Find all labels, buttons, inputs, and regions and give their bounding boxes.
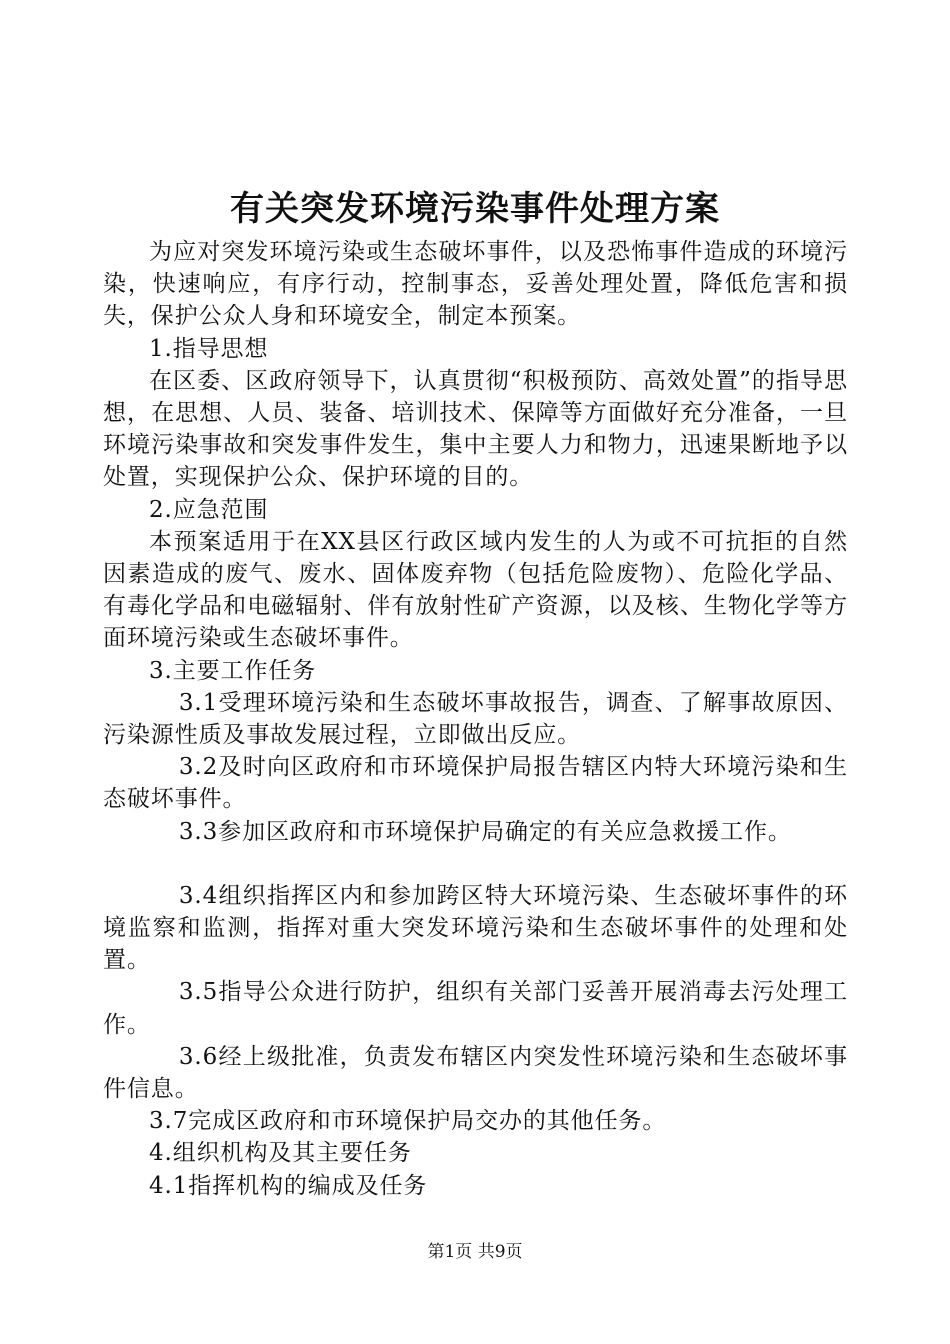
- task-item: 3.4组织指挥区内和参加跨区特大环境污染、生态破坏事件的环境监察和监测，指挥对重大突发环境污染和生态破坏事件的处理和处置。: [103, 882, 848, 974]
- heading-main-tasks: 3.主要工作任务: [149, 657, 317, 684]
- page-number-footer: 第1页 共9页: [427, 1242, 523, 1262]
- task-item: 3.3参加区政府和市环境保护局确定的有关应急救援工作。: [178, 818, 792, 845]
- task-item: 3.6经上级批准，负责发布辖区内突发性环境污染和生态破坏事件信息。: [103, 1043, 848, 1103]
- task-item: 3.1受理环境污染和生态破坏事故报告，调查、了解事故原因、污染源性质及事故发展过程，立即做出反应。: [103, 689, 848, 749]
- heading-emergency-scope: 2.应急范围: [149, 496, 269, 523]
- heading-organization: 4.组织机构及其主要任务: [149, 1140, 412, 1167]
- paragraph-guiding-ideology: 在区委、区政府领导下，认真贯彻“积极预防、高效处置”的指导思想，在思想、人员、装备、培训技术、保障等方面做好充分准备，一旦环境污染事故和突发事件发生，集中主要人力和物力，迅速果断地予以处置，实现保护公众、保护环境的目的。: [103, 367, 848, 491]
- task-item: 3.2及时向区政府和市环境保护局报告辖区内特大环境污染和生态破坏事件。: [103, 754, 848, 813]
- document-body: [103, 236, 848, 1202]
- heading-guiding-ideology: 1.指导思想: [149, 335, 269, 362]
- blank-line: [103, 848, 848, 880]
- task-item: 3.5指导公众进行防护，组织有关部门妥善开展消毒去污处理工作。: [103, 979, 848, 1038]
- heading-command-structure: 4.1指挥机构的编成及任务: [149, 1172, 428, 1199]
- paragraph-intro: 为应对突发环境污染或生态破坏事件，以及恐怖事件造成的环境污染，快速响应，有序行动，控制事态，妥善处理处置，降低危害和损失，保护公众人身和环境安全，制定本预案。: [103, 239, 848, 330]
- document-title: 有关突发环境污染事件处理方案: [230, 189, 720, 229]
- task-item: 3.7完成区政府和市环境保护局交办的其他任务。: [149, 1108, 667, 1135]
- paragraph-emergency-scope: 本预案适用于在XX县区行政区域内发生的人为或不可抗拒的自然因素造成的废气、废水、固体废弃物（包括危险废物）、危险化学品、有毒化学品和电磁辐射、伴有放射性矿产资源，以及核、生物化学等方面环境污染或生态破坏事件。: [103, 528, 848, 652]
